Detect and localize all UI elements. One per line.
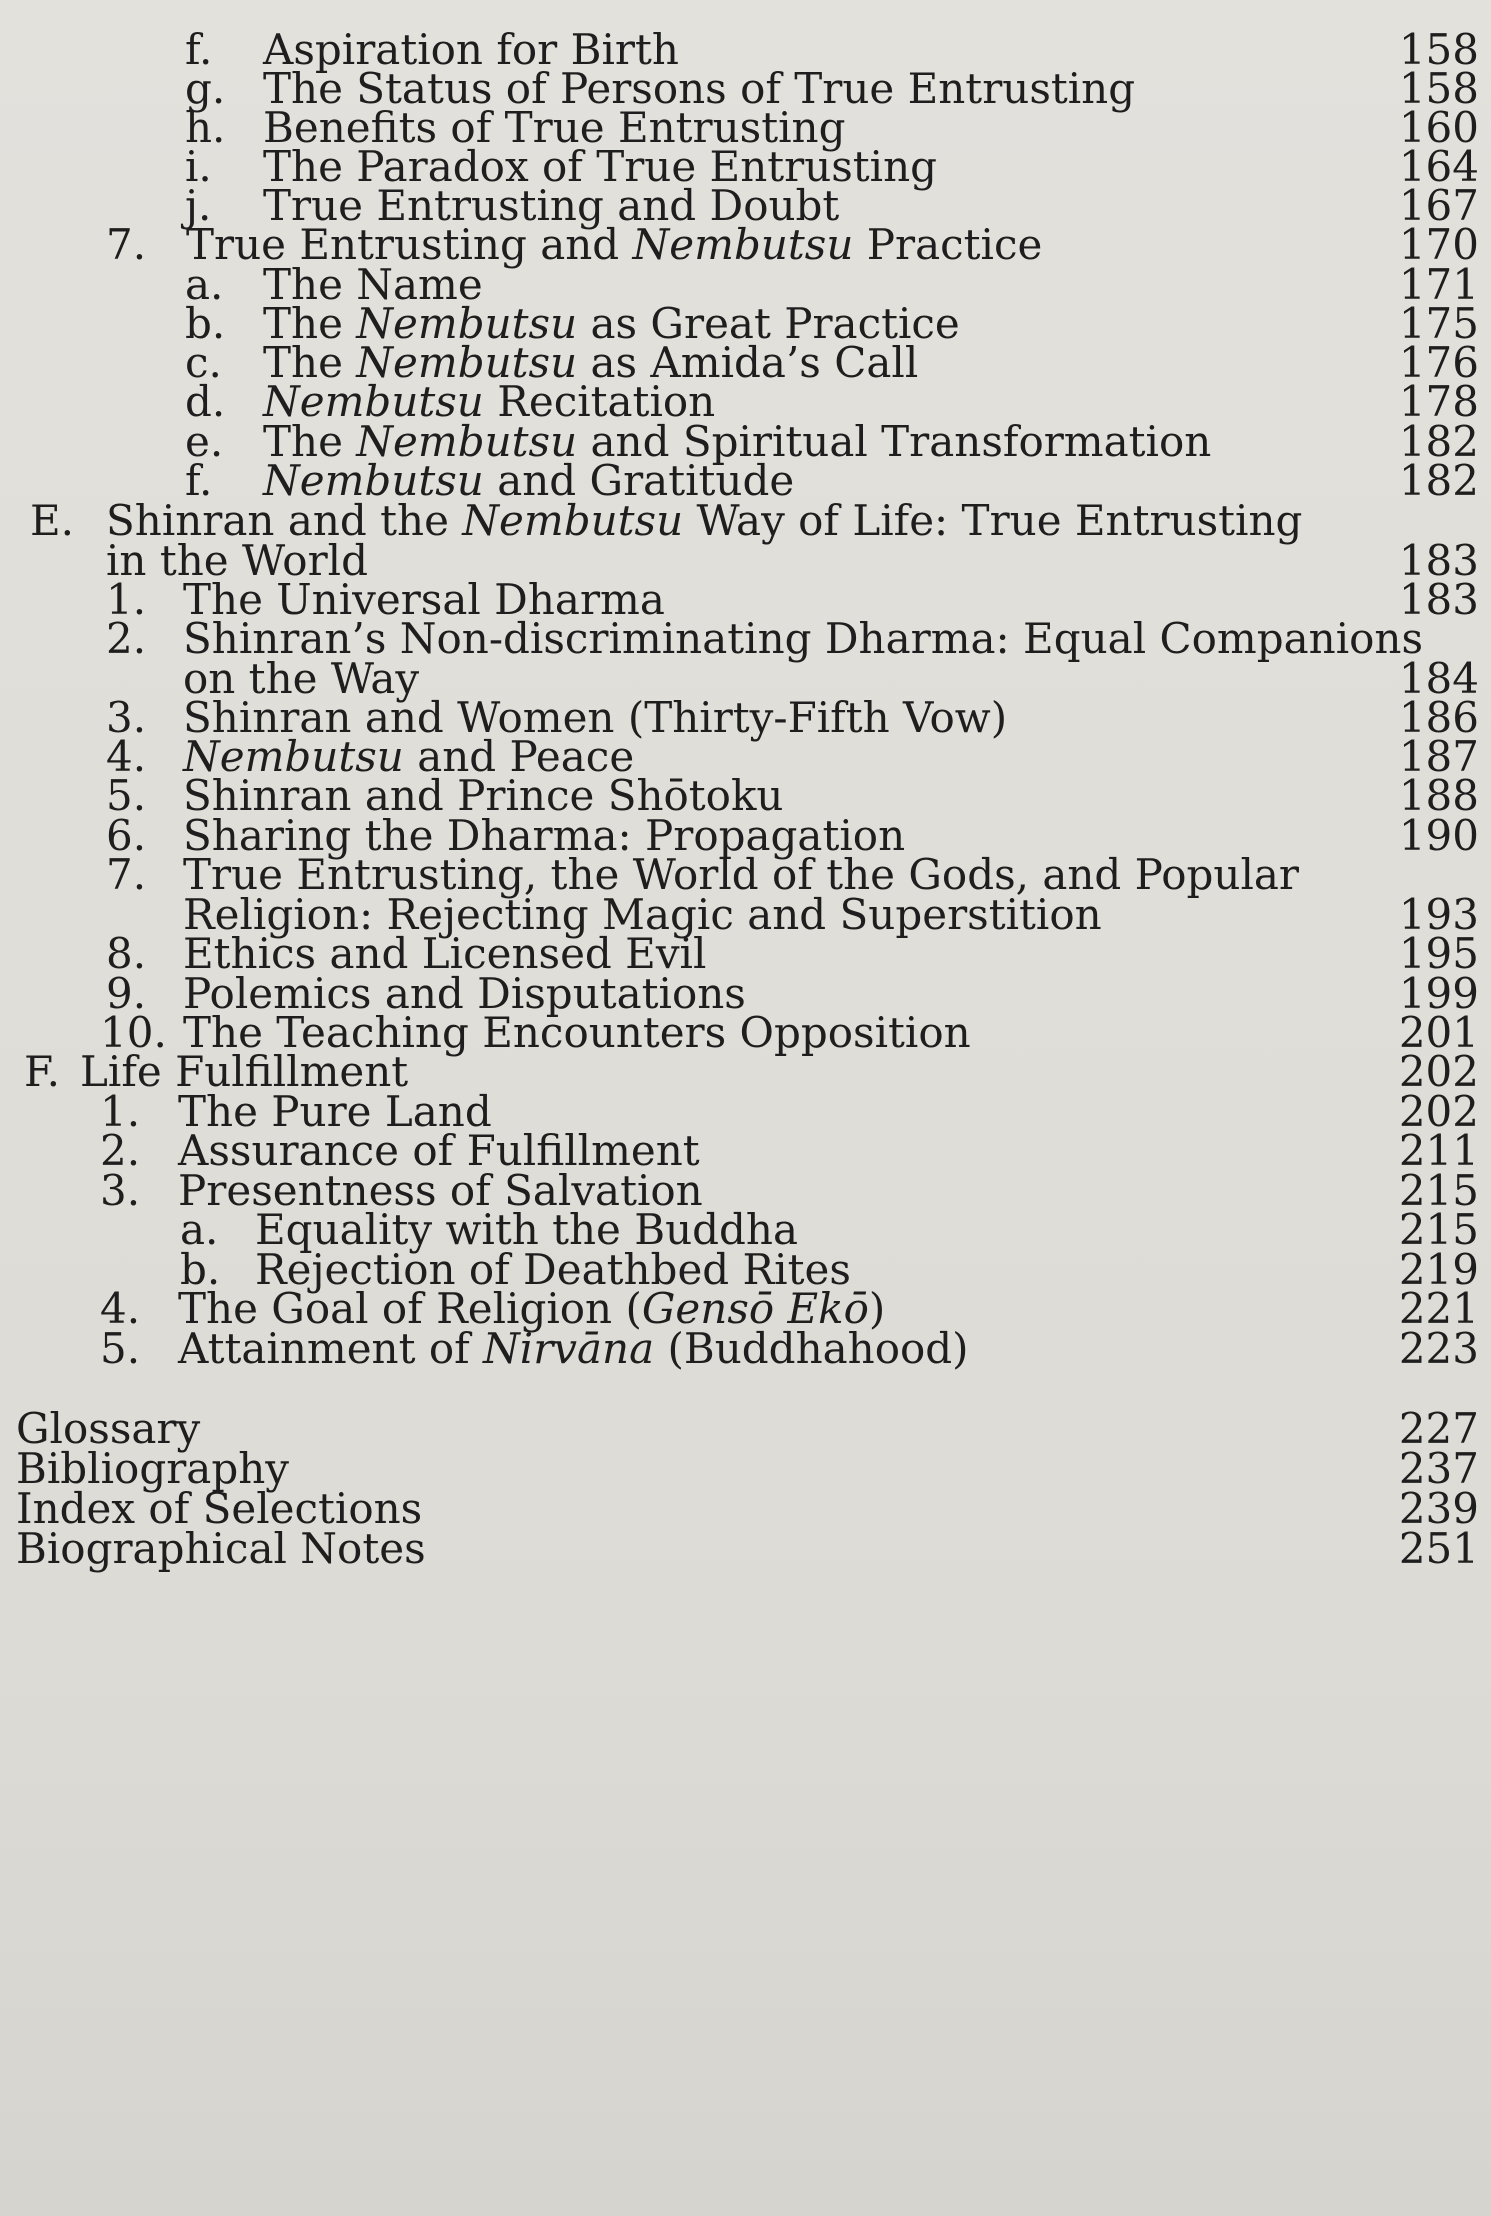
toc-entry-marker: 5. — [106, 771, 147, 820]
toc-entry-page: 183 — [1398, 575, 1479, 624]
toc-entry-page: 158 — [1398, 64, 1479, 113]
toc-entry-marker: a. — [185, 260, 224, 309]
toc-entry-page: 158 — [1398, 25, 1479, 74]
toc-entry-title: The Status of Persons of True Entrusting — [263, 64, 1136, 113]
toc-entry-page: 186 — [1398, 693, 1479, 742]
toc-entry-title: Benefits of True Entrusting — [263, 103, 846, 152]
toc-entry-title: The Universal Dharma — [183, 575, 665, 624]
toc-entry-marker: F. — [24, 1047, 60, 1096]
toc-entry-marker: 6. — [106, 811, 147, 860]
toc-entry-marker: E. — [30, 496, 75, 545]
toc-entry-marker: d. — [185, 377, 226, 426]
toc-entry-title: Rejection of Deathbed Rites — [255, 1245, 851, 1294]
toc-entry-marker: 5. — [100, 1324, 141, 1373]
toc-entry-page: 215 — [1398, 1166, 1479, 1215]
toc-entry-title: The Nembutsu as Great Practice — [263, 299, 960, 348]
toc-entry-title: Equality with the Buddha — [255, 1205, 799, 1254]
toc-entry-page: 201 — [1398, 1008, 1479, 1057]
toc-entry-marker: f. — [185, 456, 213, 505]
toc-entry-marker: c. — [185, 338, 222, 387]
toc-entry-page: 237 — [1398, 1444, 1479, 1493]
toc-entry-page: 175 — [1398, 299, 1479, 348]
toc-entry-marker: h. — [185, 103, 226, 152]
toc-entry-title: Nembutsu Recitation — [263, 377, 716, 426]
toc-entry-page: 223 — [1398, 1324, 1479, 1373]
toc-entry-marker: f. — [185, 25, 213, 74]
toc-entry-title: The Goal of Religion (Gensō Ekō) — [178, 1284, 886, 1333]
toc-entry-title: Shinran’s Non-discriminating Dharma: Equal Companions — [183, 614, 1424, 663]
toc-entry-page: 221 — [1398, 1284, 1479, 1333]
toc-entry-marker: b. — [180, 1245, 221, 1294]
toc-entry-page: 190 — [1398, 811, 1479, 860]
toc-entry-marker: 4. — [106, 732, 147, 781]
toc-entry-title: Index of Selections — [16, 1484, 423, 1533]
toc-entry-marker: 10. — [100, 1008, 167, 1057]
toc-entry-marker: 1. — [106, 575, 147, 624]
toc-entry-page: 239 — [1398, 1484, 1479, 1533]
toc-entry-title: The Paradox of True Entrusting — [263, 142, 938, 191]
toc-entry-title: Shinran and Women (Thirty-Fifth Vow) — [183, 693, 1008, 742]
toc-entry-marker: 3. — [100, 1166, 141, 1215]
toc-entry-marker: a. — [180, 1205, 219, 1254]
toc-entry-page: 202 — [1398, 1087, 1479, 1136]
toc-entry-page: 167 — [1398, 181, 1479, 230]
toc-entry-page: 211 — [1398, 1126, 1479, 1175]
toc-entry-page: 184 — [1398, 654, 1479, 703]
toc-entry-marker: 3. — [106, 693, 147, 742]
toc-entry-page: 182 — [1398, 417, 1479, 466]
toc-entry-marker: i. — [185, 142, 212, 191]
toc-entry-title: Nembutsu and Peace — [183, 732, 635, 781]
toc-entry-title: Religion: Rejecting Magic and Superstition — [183, 890, 1102, 939]
toc-entry-title: Aspiration for Birth — [263, 25, 679, 74]
toc-entry — [0, 1521, 1491, 1577]
toc-entry-title: Sharing the Dharma: Propagation — [183, 811, 906, 860]
toc-entry-title: Polemics and Disputations — [183, 969, 746, 1018]
toc-entry-page: 176 — [1398, 338, 1479, 387]
toc-entry-marker: g. — [185, 64, 226, 113]
toc-entry-page: 170 — [1398, 220, 1479, 269]
toc-entry-page: 187 — [1398, 732, 1479, 781]
toc-entry-page: 251 — [1398, 1524, 1479, 1573]
toc-entry-marker: 4. — [100, 1284, 141, 1333]
toc-entry-title: Glossary — [16, 1404, 201, 1453]
toc-entry-page: 195 — [1398, 929, 1479, 978]
toc-entry-title: Nembutsu and Gratitude — [263, 456, 795, 505]
toc-entry-title: True Entrusting and Nembutsu Practice — [186, 220, 1043, 269]
toc-entry-title: Shinran and the Nembutsu Way of Life: True Entrusting — [106, 496, 1303, 545]
toc-entry-page: 182 — [1398, 456, 1479, 505]
toc-entry-marker: 7. — [106, 220, 147, 269]
toc-entry-title: The Nembutsu and Spiritual Transformation — [263, 417, 1212, 466]
toc-entry-title: in the World — [106, 536, 368, 585]
toc-entry — [0, 1321, 1491, 1377]
toc-entry-title: Assurance of Fulfillment — [178, 1126, 700, 1175]
toc-entry-page: 199 — [1398, 969, 1479, 1018]
toc-entry-title: Presentness of Salvation — [178, 1166, 703, 1215]
toc-entry-title: Shinran and Prince Shōtoku — [183, 771, 784, 820]
toc-entry-page: 227 — [1398, 1404, 1479, 1453]
toc-entry-page: 188 — [1398, 771, 1479, 820]
toc-entry-marker: b. — [185, 299, 226, 348]
toc-entry-title: True Entrusting and Doubt — [263, 181, 840, 230]
toc-entry-title: on the Way — [183, 654, 420, 703]
toc-entry-page: 202 — [1398, 1047, 1479, 1096]
toc-entry-page: 171 — [1398, 260, 1479, 309]
toc-entry-title: Biographical Notes — [16, 1524, 426, 1573]
toc-entry-title: Attainment of Nirvāna (Buddhahood) — [178, 1324, 969, 1373]
toc-entry-page: 178 — [1398, 377, 1479, 426]
toc-entry-marker: 2. — [106, 614, 147, 663]
toc-entry-marker: 9. — [106, 969, 147, 1018]
toc-entry-title: The Name — [263, 260, 483, 309]
toc-entry-marker: 7. — [106, 850, 147, 899]
toc-entry-page: 160 — [1398, 103, 1479, 152]
toc-entry-marker: 1. — [100, 1087, 141, 1136]
toc-entry-page: 219 — [1398, 1245, 1479, 1294]
toc-entry-title: Life Fulfillment — [80, 1047, 409, 1096]
toc-entry-page: 164 — [1398, 142, 1479, 191]
toc-entry-title: True Entrusting, the World of the Gods, and Popular — [183, 850, 1299, 899]
toc-entry-title: Bibliography — [16, 1444, 289, 1493]
toc-entry-title: The Pure Land — [178, 1087, 492, 1136]
toc-entry-marker: e. — [185, 417, 224, 466]
toc-entry-page: 183 — [1398, 536, 1479, 585]
toc-entry-marker: j. — [185, 181, 212, 230]
toc-entry-marker: 2. — [100, 1126, 141, 1175]
toc-entry-page: 193 — [1398, 890, 1479, 939]
toc-entry-marker: 8. — [106, 929, 147, 978]
toc-entry-title: The Nembutsu as Amida’s Call — [263, 338, 919, 387]
toc-entry-title: The Teaching Encounters Opposition — [183, 1008, 971, 1057]
toc-entry-title: Ethics and Licensed Evil — [183, 929, 707, 978]
toc-entry-page: 215 — [1398, 1205, 1479, 1254]
